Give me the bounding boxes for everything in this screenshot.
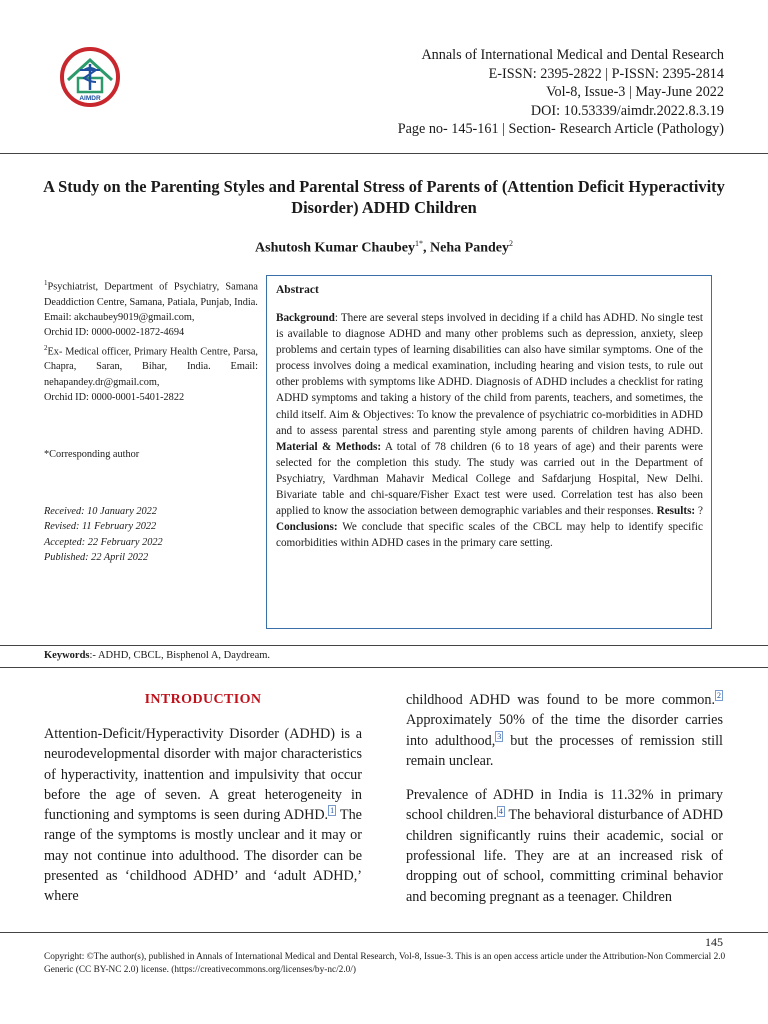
- date-accepted: Accepted: 22 February 2022: [44, 536, 163, 548]
- intro-text: The range of the symptoms is mostly unclear and it may or may not continue into adulthood. The disorder can be presented as ‘childhood ADHD’ and ‘adult ADHD,’ where: [44, 807, 362, 905]
- conclusions-text: We conclude that specific scales of the CBCL may help to identify specific comorbidities within ADHD cases in the primary care setting.: [276, 521, 703, 550]
- citation-link[interactable]: 3: [497, 731, 502, 741]
- date-received: Received: 10 January 2022: [44, 506, 157, 517]
- page-number: 145: [705, 935, 723, 949]
- keywords-top-divider: [0, 645, 768, 646]
- intro-right-column: [406, 690, 723, 907]
- affiliation-email: Email: akchaubey9019@gmail.com,: [44, 312, 195, 324]
- copyright-notice: Copyright: ©The author(s), published in Annals of International Medical and Dental Research, Vol-8, Issue-3. This is an open access article under the Attribution-Non Commercial 2.0 Generic (CC BY-NC 2.0) license. (https://creativecommons.org/licenses/by-nc/2.0/): [44, 952, 726, 976]
- affiliation-text: Psychiatrist, Department of Psychiatry, Samana Deaddiction Centre, Samana, Patiala, Punjab, India.: [44, 281, 258, 308]
- affiliation-1: [44, 276, 258, 310]
- results-label: Results:: [656, 505, 696, 518]
- section-heading: INTRODUCTION: [144, 692, 262, 707]
- keywords-text: :- ADHD, CBCL, Bisphenol A, Daydream.: [89, 650, 271, 661]
- author-separator: ,: [423, 240, 431, 256]
- affiliation-2: [44, 341, 258, 390]
- footer-divider: [0, 932, 768, 933]
- journal-doi: DOI: 10.53339/aimdr.2022.8.3.19: [530, 102, 724, 119]
- abstract-box: [266, 275, 712, 629]
- article-dates: [44, 504, 163, 566]
- logo-text: AIMDR: [79, 95, 101, 102]
- citation-link[interactable]: 4: [498, 806, 503, 816]
- intro-left-column: [44, 724, 362, 907]
- background-label: Background: [276, 312, 335, 324]
- article-title: A Study on the Parenting Styles and Parental Stress of Parents of (Attention Deficit Hyperactivity Disorder) ADHD Children: [43, 177, 725, 217]
- journal-logo: [54, 46, 126, 108]
- intro-text: The behavioral disturbance of ADHD children significantly ruins their academic, social or professional life. They are at an increased risk of dropping out of school, committing criminal behavior and becoming pregnant as a teenager. Children: [406, 807, 724, 905]
- journal-volume: Vol-8, Issue-3 | May-June 2022: [546, 84, 724, 101]
- journal-name: Annals of International Medical and Dental Research: [421, 47, 724, 63]
- citation-link[interactable]: 1: [330, 806, 335, 816]
- intro-paragraph: [406, 690, 723, 771]
- corresponding-author: *Corresponding author: [44, 449, 140, 460]
- affiliation-orcid: Orchid ID: 0000-0002-1872-4694: [44, 327, 185, 339]
- keywords: [44, 650, 270, 661]
- author-name: Ashutosh Kumar Chaubey: [255, 240, 416, 256]
- affiliation-marker: 1: [44, 279, 48, 287]
- intro-text: but the processes of remission still remain unclear.: [406, 732, 723, 769]
- methods-text: A total of 78 children (6 to 18 years of age) and their parents were selected for the completion this study. The study was carried out in the Department of Psychiatry, Vardhman Mahavir Medical College and Safdarjung Hospital, New Delhi. Bivariate table and chi-square/Fisher Exact test were used. Correlation test has also been applied to know the association between demographic variables and their responses.: [276, 440, 704, 518]
- abstract-heading: Abstract: [276, 284, 319, 296]
- abstract-text: [276, 310, 703, 551]
- keywords-label: Keywords: [44, 650, 90, 661]
- methods-label: Material & Methods:: [276, 440, 382, 453]
- journal-issn: E-ISSN: 2395-2822 | P-ISSN: 2395-2814: [488, 65, 724, 82]
- author-marker: 1*: [415, 239, 424, 248]
- conclusions-label: Conclusions:: [276, 521, 338, 534]
- intro-text: childhood ADHD was found to be more common.: [406, 692, 715, 708]
- intro-text: Prevalence of ADHD in India is 11.32% in primary school children.: [406, 787, 723, 824]
- citation-link[interactable]: 2: [717, 691, 721, 701]
- author-marker: 2: [508, 239, 513, 248]
- intro-text: Attention-Deficit/Hyperactivity Disorder (ADHD) is a neurodevelopmental disorder with major characteristics of hyperactivity, inattention and impulsivity that occur before the age of seven. A great heterogeneity in functioning and symptoms is seen during ADHD.: [44, 726, 362, 824]
- affiliations: [44, 276, 258, 405]
- date-published: Published: 22 April 2022: [44, 552, 149, 564]
- results-text: ?: [695, 505, 704, 518]
- keywords-bottom-divider: [0, 667, 768, 668]
- affiliation-marker: 2: [44, 343, 48, 352]
- affiliation-text: Ex- Medical officer, Primary Health Centre, Parsa, Chapra, Saran, Bihar, India. Email: nehapandey.dr@gmail.com,: [44, 346, 258, 388]
- author-name: Neha Pandey: [430, 240, 509, 256]
- journal-pages: Page no- 145-161 | Section- Research Article (Pathology): [397, 121, 724, 138]
- author-line: [0, 239, 768, 257]
- intro-paragraph: [406, 785, 723, 907]
- journal-header: [398, 46, 724, 139]
- background-text: : There are several steps involved in deciding if a child has ADHD. No single test is available to diagnose ADHD and many other problems such as depression, anxiety, sleep problems and certain types of learning disabilities can also have similar symptoms. One of the process involves doing a medical examination, including hearing and vision tests, to rule out other problems with symptoms like ADHD. Diagnosis of ADHD includes a checklist for rating ADHD symptoms and taking a history of the child from parents, teachers, and sometimes, the child itself. Aim & Objectives: To know the prevalence of psychiatric co-morbidities in ADHD and to assess parental stress and parenting style among parents of children having ADHD.: [276, 312, 703, 437]
- intro-text: Approximately 50% of the time the disorder carries into adulthood,: [406, 712, 723, 749]
- date-revised: Revised: 11 February 2022: [44, 521, 157, 533]
- affiliation-orcid: Orchid ID: 0000-0001-5401-2822: [44, 391, 185, 403]
- header-divider: [0, 153, 768, 154]
